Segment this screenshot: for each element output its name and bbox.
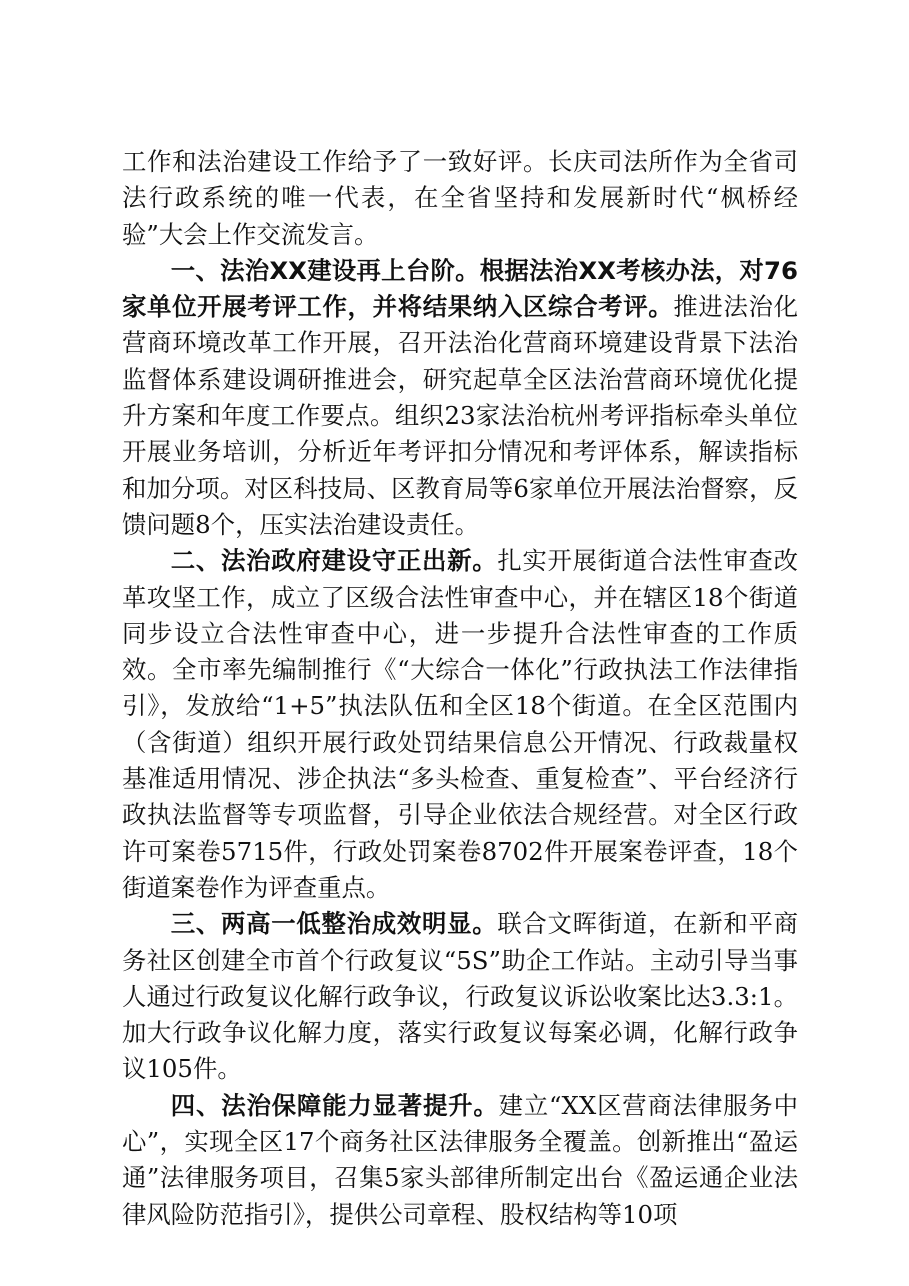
paragraph-section-4 <box>122 1088 798 1233</box>
paragraph-text: 联合文晖街道，在新和平商务社区创建全市首个行政复议“5S”助企工作站。主动引导当事人通过行政复议化解行政争议，行政复议诉讼收案比达3.3:1。加大行政争议化解力度，落实行政复议每案必调，化解行政争议105件。 <box>122 909 798 1084</box>
paragraph-text: 工作和法治建设工作给予了一致好评。长庆司法所作为全省司法行政系统的唯一代表，在全省坚持和发展新时代“枫桥经验”大会上作交流发言。 <box>122 147 798 249</box>
section-heading: 二、法治政府建设守正出新。 <box>170 546 498 576</box>
paragraph-section-3 <box>122 906 798 1087</box>
section-heading: 四、法治保障能力显著提升。 <box>170 1090 499 1120</box>
document-body <box>122 144 798 1233</box>
paragraph-text: 推进法治化营商环境改革工作开展，召开法治化营商环境建设背景下法治监督体系建设调研推进会，研究起草全区法治营商环境优化提升方案和年度工作要点。组织23家法治杭州考评指标牵头单位开展业务培训，分析近年考评扣分情况和考评体系，解读指标和加分项。对区科技局、区教育局等6家单位开展法治督察，反馈问题8个，压实法治建设责任。 <box>122 292 798 539</box>
paragraph-section-2 <box>122 543 798 906</box>
paragraph-text: 建立“XX区营商法律服务中心”，实现全区17个商务社区法律服务全覆盖。创新推出“盈运通”法律服务项目，召集5家头部律所制定出台《盈运通企业法律风险防范指引》，提供公司章程、股权结构等10项 <box>122 1090 798 1229</box>
section-heading: 三、两高一低整治成效明显。 <box>170 909 498 939</box>
paragraph-section-1 <box>122 253 798 543</box>
section-heading: 一、法治XX建设再上台阶。根据法治XX考核办法，对76家单位开展考评工作，并将结果纳入区综合考评。 <box>122 255 798 322</box>
paragraph-continuation <box>122 144 798 253</box>
paragraph-text: 扎实开展街道合法性审查改革攻坚工作，成立了区级合法性审查中心，并在辖区18个街道同步设立合法性审查中心，进一步提升合法性审查的工作质效。全市率先编制推行《“大综合一体化”行政执法工作法律指引》，发放给“1+5”执法队伍和全区18个街道。在全区范围内（含街道）组织开展行政处罚结果信息公开情况、行政裁量权基准适用情况、涉企执法“多头检查、重复检查”、平台经济行政执法监督等专项监督，引导企业依法合规经营。对全区行政许可案卷5715件，行政处罚案卷8702件开展案卷评查，18个街道案卷作为评查重点。 <box>122 546 798 902</box>
